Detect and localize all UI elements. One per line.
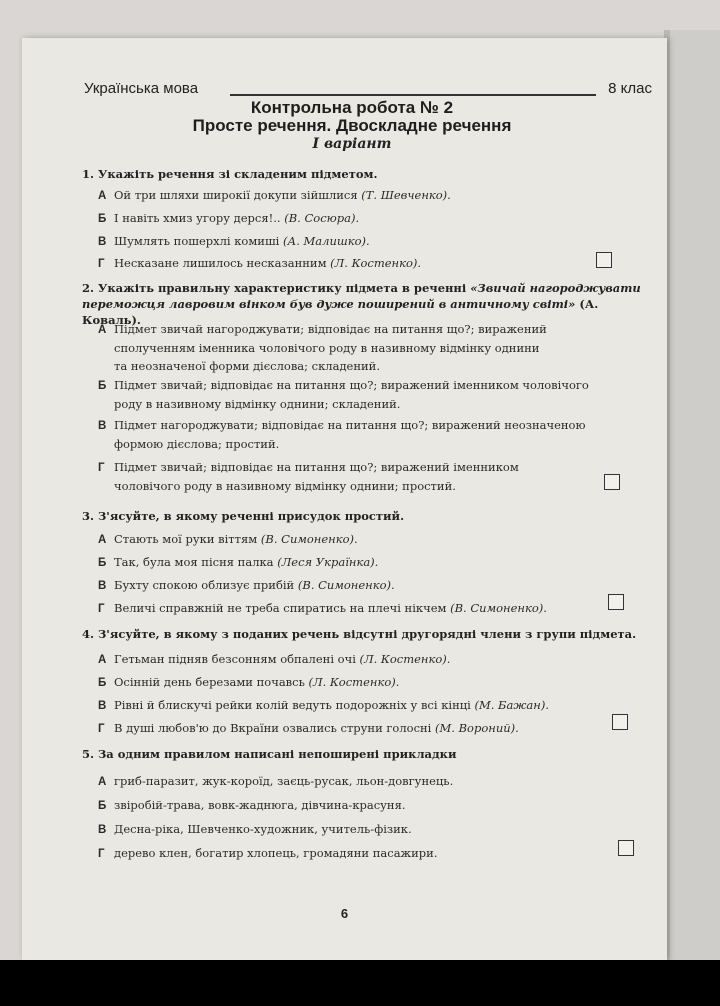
subject-label: Українська мова bbox=[84, 80, 199, 97]
q2-option-h[interactable]: Г Підмет звичай; відповідає на питання що?; виражений іменником чоловічого роду в називному відмінку однини; простий. bbox=[98, 460, 519, 493]
q3-option-b[interactable]: Б Так, була моя пісня палка (Леся Українка). bbox=[98, 555, 379, 569]
q5-option-h[interactable]: Г дерево клен, богатир хлопець, громадяни пасажири. bbox=[98, 846, 438, 860]
page-subtitle: Просте речення. Двоскладне речення bbox=[192, 116, 512, 135]
q5-option-a[interactable]: А гриб-паразит, жук-короїд, заєць-русак, льон-довгунець. bbox=[98, 774, 454, 788]
q3-option-v[interactable]: В Бухту спокою облизує прибій (В. Симоненко). bbox=[98, 578, 395, 592]
q5-option-v[interactable]: В Десна-ріка, Шевченко-художник, учитель-фізик. bbox=[98, 822, 412, 836]
q1-option-b[interactable]: Б І навіть хмиз угору дерся!.. (В. Сосюра). bbox=[98, 211, 360, 225]
q1-option-h[interactable]: Г Несказане лишилось несказанним (Л. Костенко). bbox=[98, 256, 422, 270]
question-5-prompt: 5. За одним правилом написані непоширені прикладки bbox=[82, 747, 457, 761]
q1-answer-box[interactable] bbox=[596, 252, 612, 268]
question-3-prompt: 3. З'ясуйте, в якому реченні присудок простий. bbox=[82, 509, 405, 523]
question-1-prompt: 1. Укажіть речення зі складеним підметом. bbox=[82, 167, 378, 181]
q3-answer-box[interactable] bbox=[608, 594, 624, 610]
adjacent-page bbox=[668, 30, 720, 960]
q4-option-a[interactable]: А Гетьман підняв безсонням обпалені очі (Л. Костенко). bbox=[98, 652, 451, 666]
q5-answer-box[interactable] bbox=[618, 840, 634, 856]
question-4-prompt: 4. З'ясуйте, в якому з поданих речень відсутні другорядні члени з групи підмета. bbox=[82, 627, 637, 641]
question-2-prompt: 2. Укажіть правильну характеристику підмета в реченні «Звичай нагороджувати переможця лавровим вінком був дуже поширений в античному світі» (А. Коваль). bbox=[82, 281, 641, 327]
page-title: Контрольна робота № 2 bbox=[250, 98, 454, 117]
variant-label: I варіант bbox=[312, 136, 392, 152]
q3-option-h[interactable]: Г Величі справжній не треба спиратись на плечі нікчем (В. Симоненко). bbox=[98, 601, 547, 615]
page-number: 6 bbox=[340, 906, 349, 921]
q4-option-v[interactable]: В Рівні й блискучі рейки колій ведуть подорожніх у всі кінці (М. Бажан). bbox=[98, 698, 549, 712]
q5-option-b[interactable]: Б звіробій-трава, вовк-жаднюга, дівчина-красуня. bbox=[98, 798, 406, 812]
q2-option-b[interactable]: Б Підмет звичай; відповідає на питання що?; виражений іменником чоловічого роду в називному відмінку однини; складений. bbox=[98, 378, 589, 411]
q2-option-a[interactable]: А Підмет звичай нагороджувати; відповідає на питання що?; виражений сполученням іменника чоловічого роду в називному відмінку однини та неозначеної форми дієслова; складений. bbox=[98, 322, 547, 373]
q3-option-a[interactable]: А Стають мої руки віттям (В. Симоненко). bbox=[98, 532, 358, 546]
bottom-black-bar bbox=[0, 960, 720, 1006]
q2-option-v[interactable]: В Підмет нагороджувати; відповідає на питання що?; виражений неозначеною формою дієслова; простий. bbox=[98, 418, 586, 451]
q4-answer-box[interactable] bbox=[612, 714, 628, 730]
q1-option-a[interactable]: А Ой три шляхи широкії докупи зійшлися (Т. Шевченко). bbox=[98, 188, 451, 202]
q4-option-h[interactable]: Г В душі любов'ю до Вкраїни озвались струни голосні (М. Вороний). bbox=[98, 721, 519, 735]
q2-answer-box[interactable] bbox=[604, 474, 620, 490]
q4-option-b[interactable]: Б Осінній день березами почавсь (Л. Костенко). bbox=[98, 675, 400, 689]
worksheet-page bbox=[22, 38, 667, 960]
grade-label: 8 клас bbox=[608, 80, 652, 97]
q1-option-v[interactable]: В Шумлять пошерхлі комиші (А. Малишко). bbox=[98, 234, 370, 248]
header-rule bbox=[230, 94, 596, 96]
